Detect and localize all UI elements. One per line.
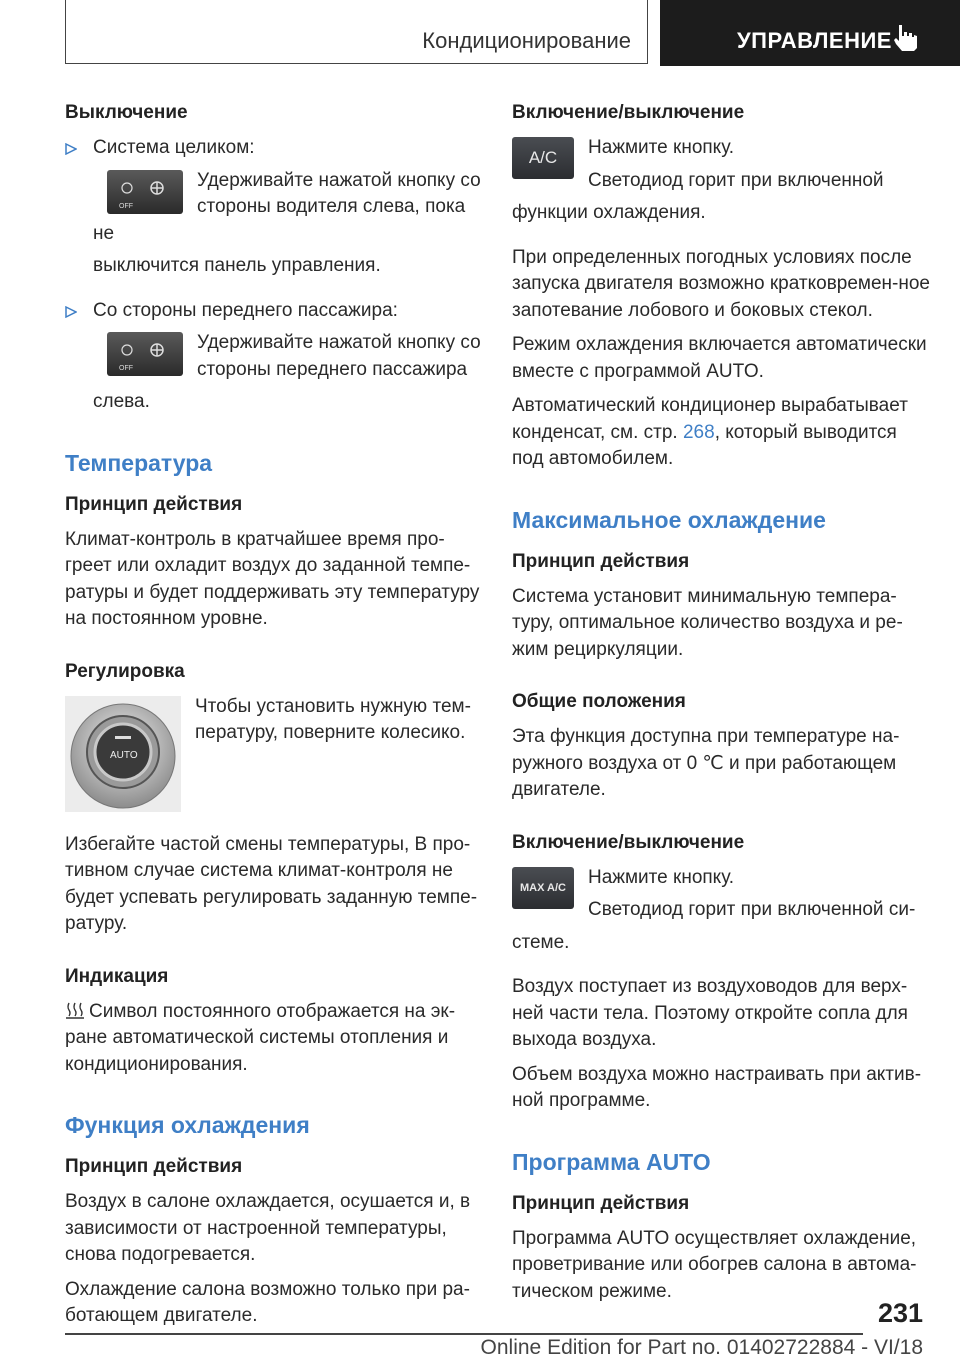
max-principle-text: Система установит минимальную темпера-туру, оптимальное количество воздуха и ре-жим рециркуляции. bbox=[512, 585, 903, 660]
air-volume-text: Объем воздуха можно настраивать при актив-ной программе. bbox=[512, 1063, 922, 1111]
ac-text-b: Светодиод горит при включенной bbox=[588, 169, 884, 191]
regulation-text: Чтобы установить нужную тем-пературу, поверните колесико. bbox=[195, 695, 471, 743]
b2-text-b: слева. bbox=[93, 391, 150, 412]
maxac-text-a: Нажмите кнопку. bbox=[588, 866, 735, 888]
max-ac-button-image bbox=[512, 867, 574, 909]
b1-text-a: Удерживайте нажатой кнопку со стороны водителя слева, пока не bbox=[93, 169, 481, 244]
heat-symbol-icon bbox=[65, 1001, 85, 1019]
ac-text-a: Нажмите кнопку. bbox=[588, 137, 735, 158]
triangle-bullet-icon bbox=[65, 143, 77, 155]
fan-off-button-image bbox=[107, 170, 183, 214]
off-label: OFF bbox=[119, 365, 133, 372]
general-text: Эта функция доступна при температуре на-ружного воздуха от 0 ℃ и при работающем двигателе. bbox=[512, 726, 900, 800]
temp-principle-heading: Принцип действия bbox=[65, 493, 243, 515]
cool-text-1: Воздух в салоне охлаждается, осушается и, в зависимости от настроенной температуры, снова подогревается. bbox=[65, 1191, 471, 1265]
indication-heading: Индикация bbox=[65, 965, 169, 987]
auto-cooling-text: Режим охлаждения включается автоматически вместе с программой AUTO. bbox=[512, 334, 927, 382]
page-number: 231 bbox=[877, 1298, 923, 1328]
footer-edition: Online Edition for Part no. 01402722884 - VI/18 bbox=[480, 1336, 923, 1359]
condensate-text bbox=[512, 393, 930, 473]
cooling-heading: Функция охлаждения bbox=[65, 1112, 310, 1138]
chapter-title: Кондиционирование bbox=[422, 28, 631, 53]
page-link[interactable]: 268 bbox=[682, 421, 715, 443]
off-button-row-2 bbox=[93, 330, 483, 383]
fan-off-button-image bbox=[107, 332, 183, 376]
condensate-text-b: , который выводится под автомобилем. bbox=[512, 421, 897, 469]
ac-label: A/C bbox=[528, 148, 558, 167]
cool-principle-heading: Принцип действия bbox=[65, 1156, 243, 1177]
airflow-text: Воздух поступает из воздуховодов для верх-ней части тела. Поэтому откройте сопла для выхода воздуха. bbox=[512, 976, 908, 1050]
chapter-tab bbox=[65, 0, 648, 64]
b2-text-a: Удерживайте нажатой кнопку со стороны переднего пассажира bbox=[197, 332, 481, 380]
bullet-label: Система целиком: bbox=[93, 137, 255, 158]
maxac-label: MAX A/C bbox=[519, 881, 567, 894]
onoff2-heading: Включение/выключение bbox=[512, 831, 745, 853]
section-tab bbox=[660, 0, 960, 66]
off-button-row-1 bbox=[93, 168, 483, 248]
triangle-bullet-icon bbox=[65, 306, 77, 318]
bullet-front-passenger bbox=[65, 298, 483, 325]
temperature-heading: Температура bbox=[65, 449, 213, 476]
right-column bbox=[512, 100, 930, 1313]
fan-icon bbox=[107, 332, 183, 376]
left-column bbox=[65, 100, 483, 1338]
knob-icon bbox=[65, 696, 181, 812]
indication-text bbox=[65, 999, 483, 1079]
maxac-text-c: стеме. bbox=[512, 931, 570, 953]
bullet-label: Со стороны переднего пассажира: bbox=[93, 299, 398, 321]
ac-row bbox=[512, 135, 930, 194]
fogging-text: При определенных погодных условиях после запуска двигателя возможно кратковремен-ное запотевание лобового и боковых стекол. bbox=[512, 246, 930, 321]
auto-principle-heading: Принцип действия bbox=[512, 1192, 690, 1214]
b1-text-b: выключится панель управления. bbox=[93, 255, 381, 276]
bullet-whole-system bbox=[65, 135, 483, 162]
knob-row bbox=[65, 694, 483, 816]
temperature-knob-image bbox=[65, 696, 181, 812]
temp-principle-text: Климат-контроль в кратчайшее время про-греет или охладит воздух до заданной темпе-ратуры и будет поддерживать эту температуру на постоянном уровне. bbox=[65, 528, 480, 629]
max-principle-heading: Принцип действия bbox=[512, 550, 690, 572]
pointing-hand-icon bbox=[892, 22, 918, 52]
footer-divider bbox=[65, 1333, 863, 1335]
regulation-heading: Регулировка bbox=[65, 660, 185, 682]
ac-button-image bbox=[512, 137, 574, 179]
off-heading: Выключение bbox=[65, 102, 188, 123]
maxac-text-b: Светодиод горит при включенной си- bbox=[588, 899, 916, 920]
off-label: OFF bbox=[119, 202, 133, 210]
ac-text-c: функции охлаждения. bbox=[512, 202, 706, 223]
max-cooling-heading: Максимальное охлаждение bbox=[512, 506, 826, 533]
page-header bbox=[0, 0, 960, 66]
auto-principle-text: Программа AUTO осуществляет охлаждение, проветривание или обогрев салона в автома-тическом режиме. bbox=[512, 1227, 917, 1302]
cool-text-2: Охлаждение салона возможно только при ра-ботающем двигателе. bbox=[65, 1278, 470, 1326]
maxac-row bbox=[512, 865, 930, 924]
auto-program-heading: Программа AUTO bbox=[512, 1148, 711, 1175]
onoff-heading: Включение/выключение bbox=[512, 102, 745, 123]
fan-icon bbox=[107, 170, 183, 214]
section-title: УПРАВЛЕНИЕ bbox=[737, 28, 892, 53]
condensate-text-a: Автоматический кондиционер вырабатывает конденсат, см. стр. bbox=[512, 395, 908, 443]
indication-text-body: Символ постоянного отображается на эк-ране автоматической системы отопления и кондиционирования. bbox=[65, 1000, 456, 1075]
knob-auto-label: AUTO bbox=[110, 749, 138, 761]
regulation-text-2: Избегайте частой смены температуры, В про-тивном случае система климат-контроля не будет успевать регулировать заданную темпе-ратуру. bbox=[65, 833, 478, 934]
general-heading: Общие положения bbox=[512, 691, 686, 712]
